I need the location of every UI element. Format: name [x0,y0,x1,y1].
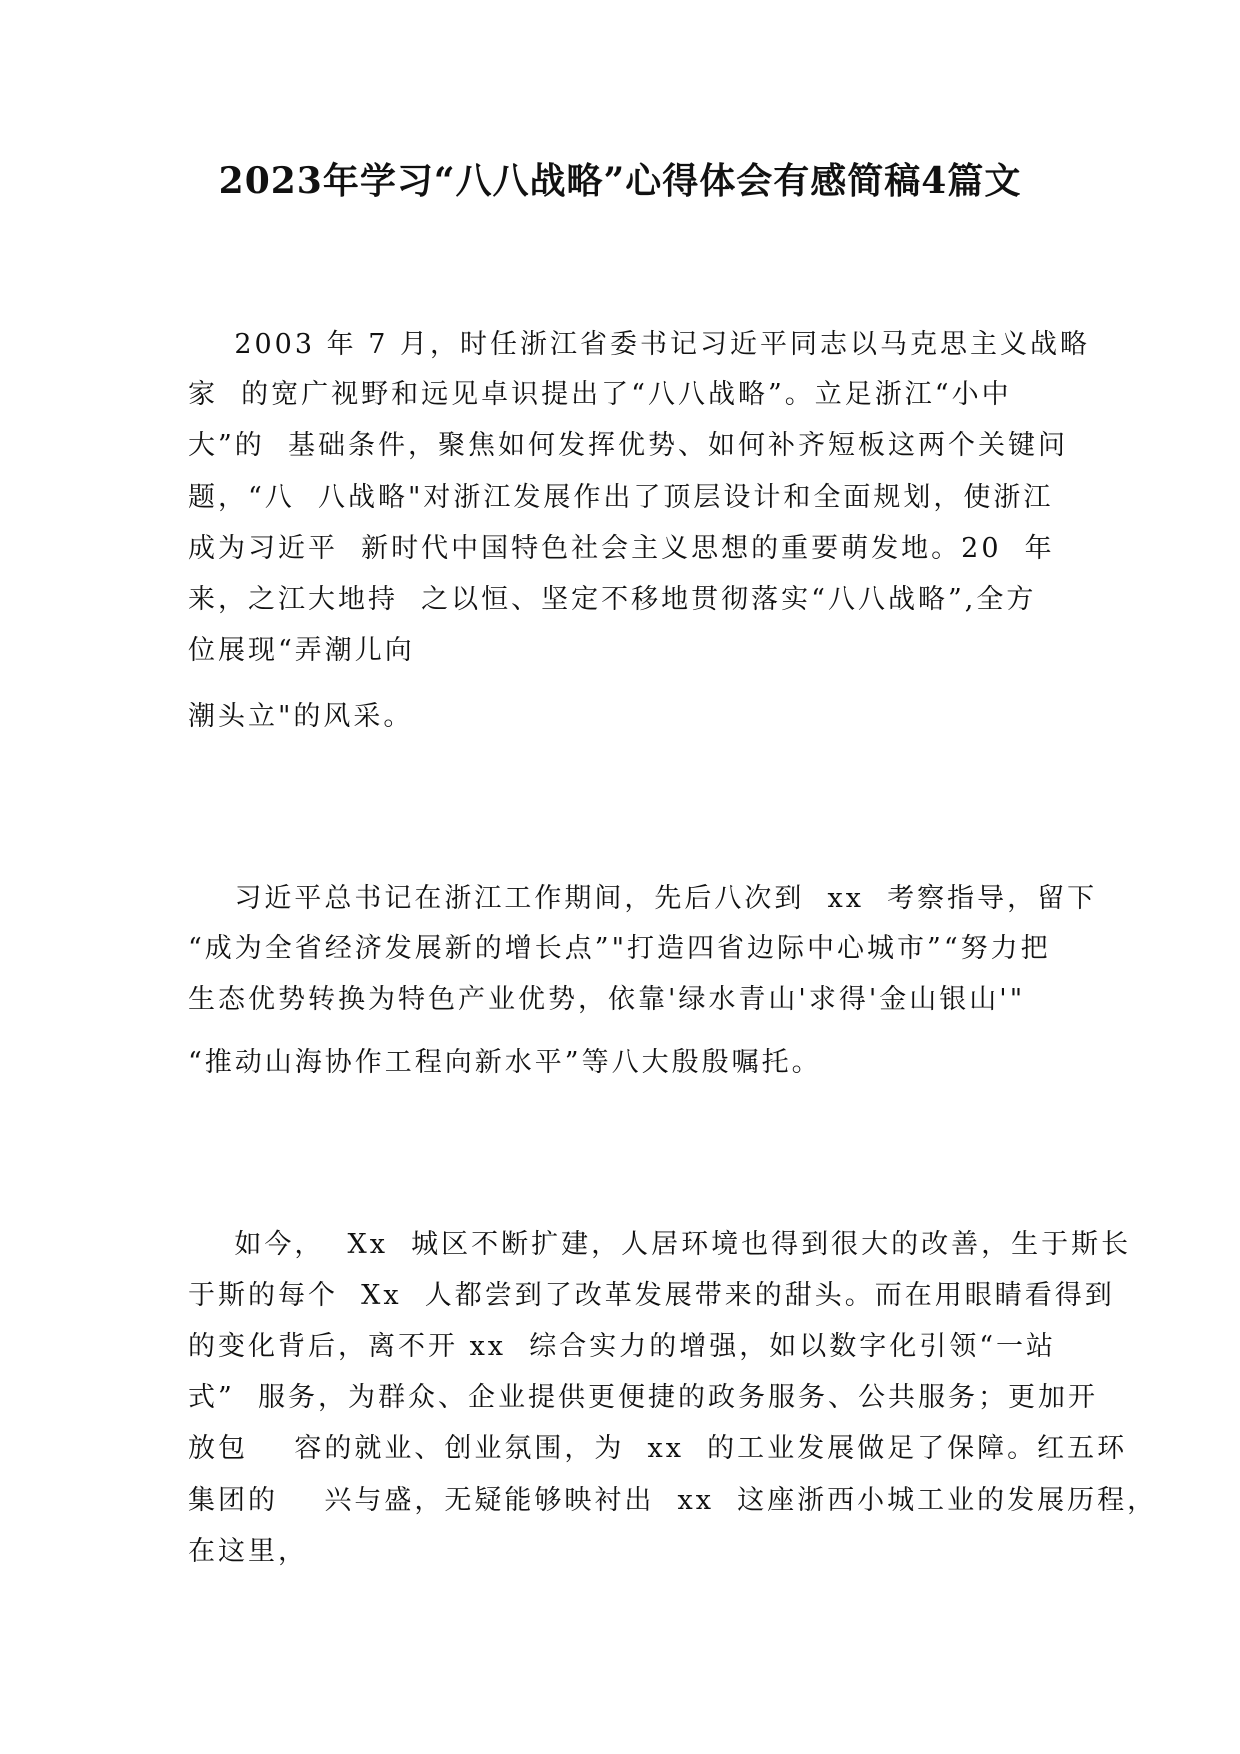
paragraph-2-line-3: 生态优势转换为特色产业优势，依靠'绿水青山'求得'金山银山'" [188,984,1026,1015]
paragraph-1-line-6: 来，之江大地持 之以恒、坚定不移地贯彻落实“八八战略”,全方 [188,584,1037,615]
paragraph-3-line-7: 在这里， [188,1536,308,1567]
paragraph-3-line-5: 放包 容的就业、创业氛围，为 xx 的工业发展做足了保障。红五环 [188,1433,1128,1464]
paragraph-3-line-6: 集团的 兴与盛，无疑能够映衬出 xx 这座浙西小城工业的发展历程， [188,1485,1158,1516]
paragraph-1-line-8: 潮头立"的风采。 [188,701,414,732]
document-title: 2023年学习“八八战略”心得体会有感简稿4篇文 [218,160,1022,202]
paragraph-3-line-1: 如今， Xx 城区不断扩建，人居环境也得到很大的改善，生于斯长 [188,1229,1132,1260]
paragraph-2-line-2: “成为全省经济发展新的增长点”"打造四省边际中心城市”“努力把 [188,933,1051,964]
paragraph-3-line-4: 式” 服务，为群众、企业提供更便捷的政务服务、公共服务；更加开 [188,1382,1098,1413]
paragraph-1-line-1: 2003 年 7 月，时任浙江省委书记习近平同志以马克思主义战略 [188,329,1090,360]
paragraph-2-line-4: “推动山海协作工程向新水平”等八大殷殷嘱托。 [188,1047,822,1078]
paragraph-1-line-2: 家 的宽广视野和远见卓识提出了“八八战略”。立足浙江“小中 [188,379,1012,410]
paragraph-1-line-4: 题，“八 八战略"对浙江发展作出了顶层设计和全面规划，使浙江 [188,482,1054,513]
paragraph-1-line-5: 成为习近平 新时代中国特色社会主义思想的重要萌发地。20 年 [188,533,1055,564]
paragraph-3-line-3: 的变化背后，离不开 xx 综合实力的增强，如以数字化引领“一站 [188,1331,1057,1362]
paragraph-1-line-7: 位展现“弄潮儿向 [188,635,415,666]
paragraph-3-line-2: 于斯的每个 Xx 人都尝到了改革发展带来的甜头。而在用眼睛看得到 [188,1280,1115,1311]
paragraph-1-line-3: 大”的 基础条件，聚焦如何发挥优势、如何补齐短板这两个关键问 [188,430,1068,461]
paragraph-2-line-1: 习近平总书记在浙江工作期间，先后八次到 xx 考察指导，留下 [188,883,1098,914]
